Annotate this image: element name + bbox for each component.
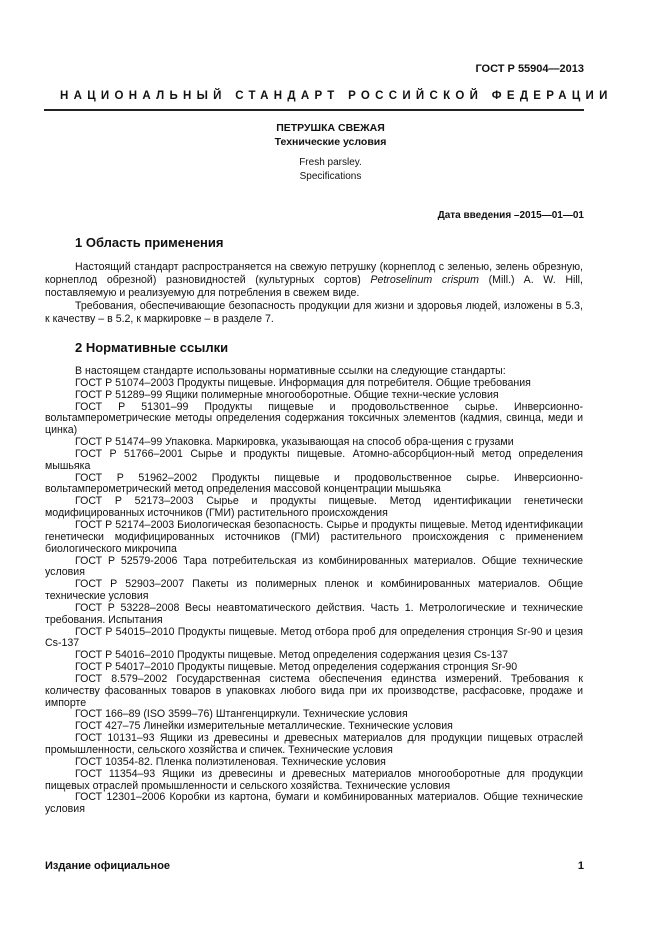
- reference-item: ГОСТ 10354-82. Пленка полиэтиленовая. Технические условия: [75, 755, 386, 768]
- reference-item: ГОСТ Р 52903–2007 Пакеты из полимерных пленок и комбинированных материалов. Общие технические условия: [45, 578, 583, 603]
- reference-item: ГОСТ 12301–2006 Коробки из картона, бумаги и комбинированных материалов. Общие технические условия: [45, 791, 583, 816]
- section-1-heading: 1 Область применения: [75, 235, 224, 250]
- reference-item: ГОСТ Р 54017–2010 Продукты пищевые. Метод определения содержания стронция Sr-90: [75, 661, 518, 674]
- header-rule: [44, 109, 584, 111]
- document-title: ПЕТРУШКА СВЕЖАЯ: [276, 122, 385, 134]
- references-list: [45, 366, 583, 816]
- section-2-heading: 2 Нормативные ссылки: [75, 340, 229, 355]
- p1-text-a: Настоящий стандарт распространяется на свежую петрушку (корнеплод с зеленью, зелень обрезную, корнеплод обрезной) разновидностей (культурных сортов): [45, 261, 583, 287]
- page-number: 1: [577, 860, 584, 872]
- reference-item: ГОСТ Р 52173–2003 Сырье и продукты пищевые. Метод идентификации генетически модифицированных источников (ГМИ) растительного происхождения: [45, 495, 583, 520]
- reference-item: ГОСТ 11354–93 Ящики из древесины и древесных материалов многооборотные для продукции пищевых отраслей промышленности и сельского хозяйства. Технические условия: [45, 767, 583, 792]
- reference-item: ГОСТ 8.579–2002 Государственная система обеспечения единства измерений. Требования к количеству фасованных товаров в упаковках любого вида при их производстве, расфасовке, продаже и импорте: [45, 672, 583, 709]
- reference-item: ГОСТ Р 54015–2010 Продукты пищевые. Метод отбора проб для определения стронция Sr-90 и цезия Cs-137: [45, 625, 583, 650]
- reference-item: ГОСТ Р 51474–99 Упаковка. Маркировка, указывающая на способ обра-щения с грузами: [75, 436, 514, 449]
- reference-item: ГОСТ Р 53228–2008 Весы неавтоматического действия. Часть 1. Метрологические и технические требования. Испытания: [45, 601, 583, 626]
- reference-item: ГОСТ Р 51074–2003 Продукты пищевые. Информация для потребителя. Общие требования: [75, 376, 531, 389]
- section-1-paragraph-2: Требования, обеспечивающие безопасность продукции для жизни и здоровья людей, изложены в 5.3, к качеству – в 5.2, к маркировке – в разделе 7.: [45, 300, 583, 326]
- reference-item: ГОСТ Р 52579-2006 Тара потребительская из комбинированных материалов. Общие технические условия: [45, 554, 583, 579]
- reference-item: ГОСТ 10131–93 Ящики из древесины и древесных материалов для продукции пищевых отраслей промышленности, сельского хозяйства и спичек. Технические условия: [45, 732, 583, 756]
- official-edition-label: Издание официальное: [45, 860, 171, 872]
- reference-item: ГОСТ 427–75 Линейки измерительные металлические. Технические условия: [75, 720, 453, 733]
- reference-item: ГОСТ Р 52174–2003 Биологическая безопасность. Сырье и продукты пищевые. Метод идентификации генетически модифицированных источников (ГМИ) растительного происхождения с применением биологического микрочипа: [45, 518, 583, 555]
- english-title: Fresh parsley.: [299, 157, 362, 168]
- introduction-date: Дата введения –2015—01—01: [437, 210, 584, 221]
- p1-latin-name: Petroselinum crispum: [370, 274, 479, 287]
- reference-item: ГОСТ Р 51962–2002 Продукты пищевые и продовольственное сырье. Инверсионно-вольтамперометрический метод определения массовой концентрации мышьяка: [45, 471, 583, 496]
- section-1-paragraph-1: [45, 261, 583, 300]
- reference-item: ГОСТ Р 51301–99 Продукты пищевые и продовольственное сырье. Инверсионно-вольтамперометрические методы определения содержания токсичных элементов (кадмия, свинца, меди и цинка): [45, 400, 583, 437]
- english-subtitle: Specifications: [299, 171, 362, 182]
- national-standard-banner: НАЦИОНАЛЬНЫЙ СТАНДАРТ РОССИЙСКОЙ ФЕДЕРАЦИИ: [60, 90, 613, 102]
- reference-item: ГОСТ Р 51289–99 Ящики полимерные многооборотные. Общие техни-ческие условия: [75, 388, 499, 401]
- p1-text-b: (Mill.) A. W. Hill, поставляемую и реализуемую для потребления в свежем виде.: [45, 274, 583, 300]
- reference-item: ГОСТ Р 51766–2001 Сырье и продукты пищевые. Атомно-абсорбцион-ный метод определения мышьяка: [45, 447, 583, 472]
- standard-code: ГОСТ Р 55904—2013: [475, 63, 584, 75]
- reference-item: ГОСТ 166–89 (ISO 3599–76) Штангенциркули. Технические условия: [75, 708, 408, 721]
- document-subtitle: Технические условия: [274, 136, 387, 148]
- reference-item: ГОСТ Р 54016–2010 Продукты пищевые. Метод определения содержания цезия Cs-137: [75, 649, 509, 662]
- references-intro: В настоящем стандарте использованы нормативные ссылки на следующие стандарты:: [75, 365, 506, 377]
